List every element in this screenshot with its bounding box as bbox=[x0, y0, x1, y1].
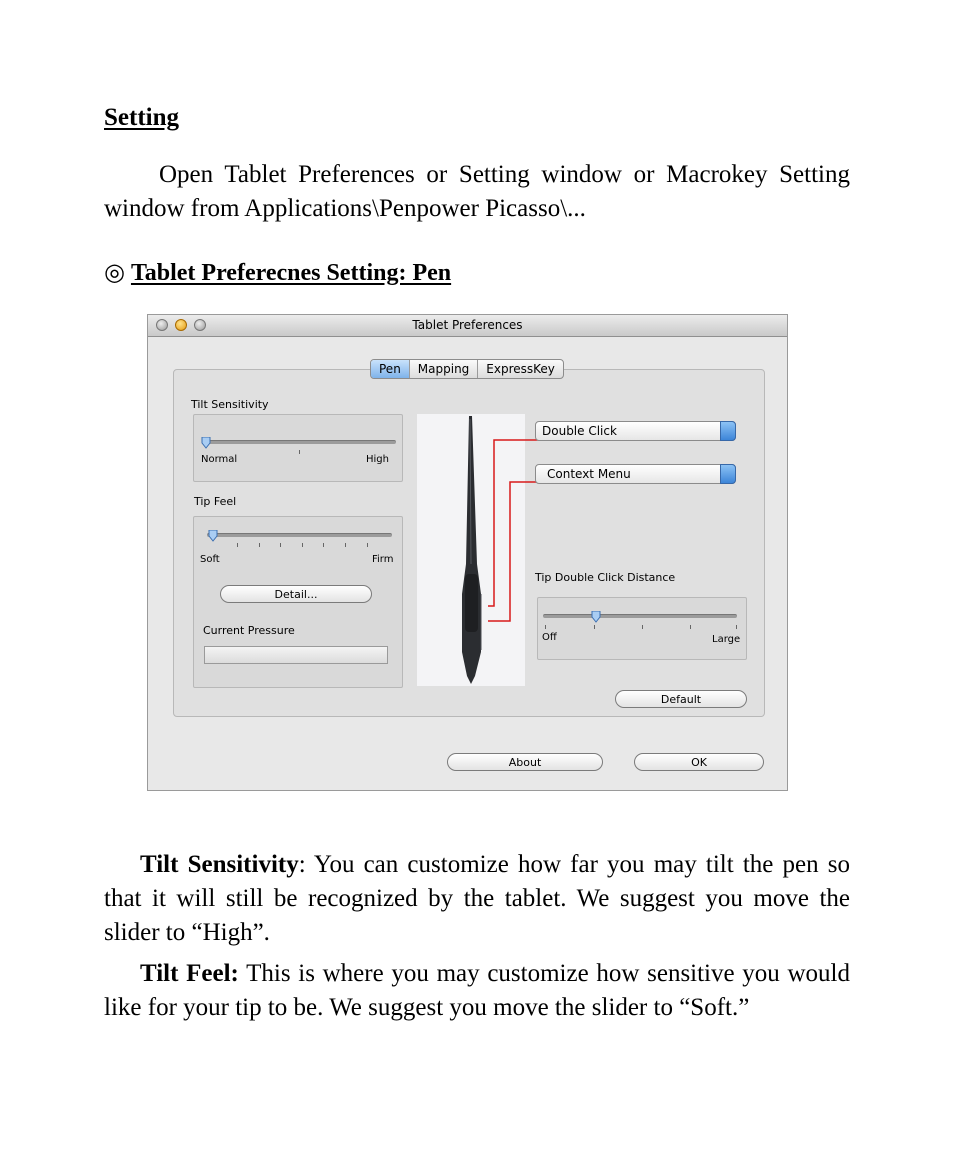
about-button[interactable]: About bbox=[447, 753, 603, 771]
heading-setting: Setting bbox=[104, 104, 179, 131]
tip-feel-label: Tip Feel bbox=[194, 495, 237, 508]
tip-feel-max-label: Firm bbox=[372, 554, 394, 565]
slider-tick bbox=[299, 450, 300, 454]
tip-double-click-max-label: Large bbox=[712, 634, 741, 645]
slider-tick bbox=[690, 625, 691, 629]
slider-tick bbox=[323, 543, 324, 547]
window-title: Tablet Preferences bbox=[412, 318, 523, 332]
tab-expresskey[interactable]: ExpressKey bbox=[486, 362, 555, 376]
tilt-sensitivity-track[interactable] bbox=[202, 440, 396, 444]
lower-button-value: Context Menu bbox=[547, 467, 631, 481]
popup-arrows-icon bbox=[720, 464, 736, 484]
tilt-sensitivity-label: Tilt Sensitivity bbox=[191, 398, 269, 411]
current-pressure-label: Current Pressure bbox=[203, 624, 295, 637]
slider-tick bbox=[237, 543, 238, 547]
tablet-preferences-window bbox=[147, 314, 788, 791]
tip-double-click-min-label: Off bbox=[542, 632, 557, 643]
slider-tick bbox=[345, 543, 346, 547]
lower-button-popup[interactable] bbox=[535, 464, 736, 484]
intro-paragraph: Open Tablet Preferences or Setting window or Macrokey Setting window from Applications\Penpower Picasso\... bbox=[104, 161, 850, 222]
tip-double-click-thumb[interactable] bbox=[591, 611, 601, 623]
tilt-feel-term: Tilt Feel: bbox=[140, 960, 239, 987]
slider-tick bbox=[280, 543, 281, 547]
ok-button[interactable]: OK bbox=[634, 753, 764, 771]
section-heading-pen bbox=[104, 258, 451, 287]
slider-tick bbox=[736, 625, 737, 629]
section-title: Tablet Preferecnes Setting: Pen bbox=[130, 260, 452, 286]
tilt-feel-description: This is where you may customize how sensitive you would like for your tip to be. We suggest you move the slider to “Soft.” bbox=[104, 960, 850, 1021]
default-button[interactable]: Default bbox=[615, 690, 747, 708]
upper-button-value: Double Click bbox=[542, 424, 617, 438]
tilt-feel-paragraph bbox=[104, 957, 850, 1025]
tilt-sensitivity-group bbox=[193, 414, 403, 482]
tab-mapping[interactable]: Mapping bbox=[410, 360, 479, 378]
current-pressure-bar bbox=[204, 646, 388, 664]
slider-tick bbox=[367, 543, 368, 547]
slider-tick bbox=[302, 543, 303, 547]
tilt-sensitivity-thumb[interactable] bbox=[201, 437, 211, 449]
popup-arrows-icon bbox=[720, 421, 736, 441]
upper-button-popup[interactable] bbox=[535, 421, 736, 441]
double-circle-icon: ◎ bbox=[104, 260, 125, 286]
tip-double-click-track[interactable] bbox=[543, 614, 737, 618]
slider-tick bbox=[594, 625, 595, 629]
detail-button[interactable]: Detail... bbox=[220, 585, 372, 603]
tip-feel-group bbox=[193, 516, 403, 688]
slider-tick bbox=[259, 543, 260, 547]
tip-feel-thumb[interactable] bbox=[208, 530, 218, 542]
tab-pen[interactable]: Pen bbox=[371, 360, 410, 378]
slider-tick bbox=[642, 625, 643, 629]
tip-feel-min-label: Soft bbox=[200, 554, 220, 565]
tip-feel-track[interactable] bbox=[207, 533, 392, 537]
title-bar bbox=[148, 315, 787, 337]
tip-double-click-distance-label: Tip Double Click Distance bbox=[535, 571, 676, 584]
slider-tick bbox=[545, 625, 546, 629]
tab-bar bbox=[370, 359, 564, 379]
tilt-sensitivity-paragraph bbox=[104, 848, 850, 950]
tilt-sensitivity-term: Tilt Sensitivity bbox=[140, 851, 299, 878]
tilt-max-label: High bbox=[366, 454, 389, 465]
tilt-sensitivity-description: : You can customize how far you may tilt the pen so that it will still be recognized by the tablet. We suggest you move the slider to “High”. bbox=[104, 851, 850, 946]
tilt-min-label: Normal bbox=[201, 454, 238, 465]
pen-settings-panel bbox=[173, 369, 765, 717]
tip-double-click-group bbox=[537, 597, 747, 660]
